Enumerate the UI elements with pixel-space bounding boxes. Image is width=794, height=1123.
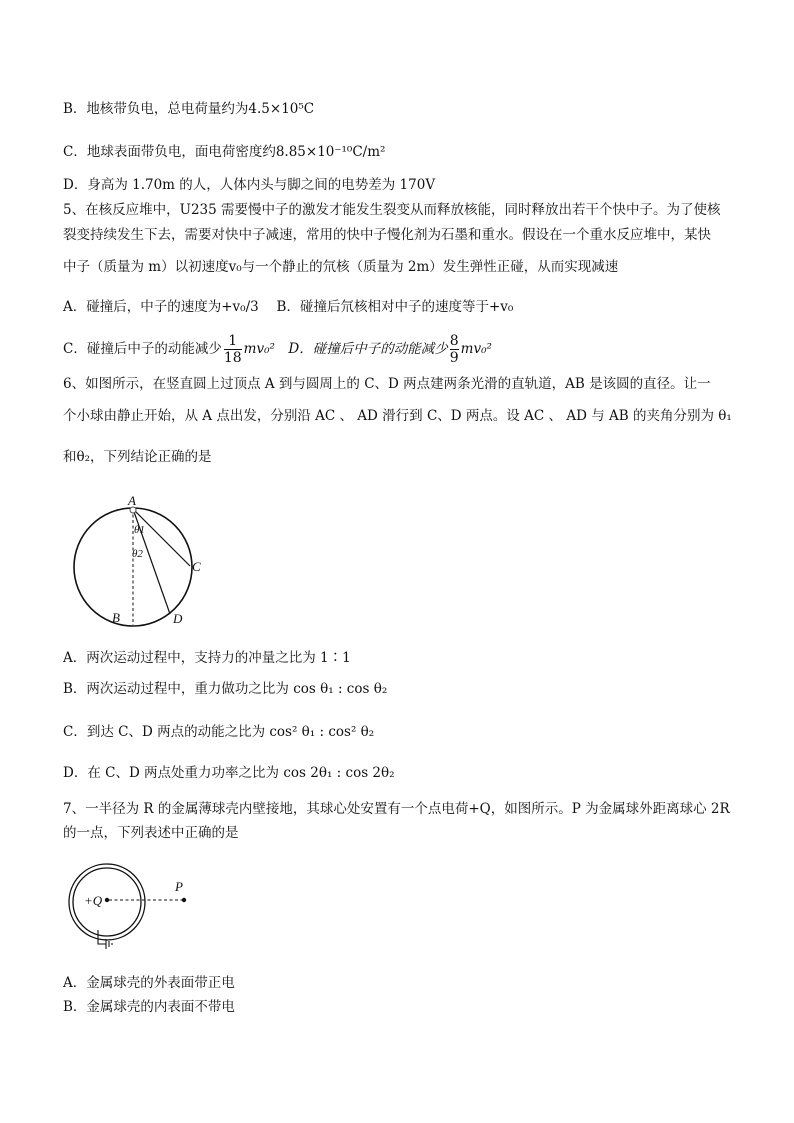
q5-stem-line1: 5、在核反应堆中，U235 需要慢中子的激发才能发生裂变从而释放核能，同时释放出若干个快中子。为了使核 — [63, 202, 721, 218]
q5-fraction-c — [224, 333, 242, 366]
q7-option-a: A．金属球壳的外表面带正电 — [63, 975, 235, 991]
q5-option-c-suffix: mv₀² D．碰撞后中子的动能减少 — [243, 341, 448, 357]
q5-fraction-c-num: 1 — [224, 333, 242, 350]
q7-stem-line1: 7、一半径为 R 的金属薄球壳内壁接地，其球心处安置有一个点电荷+Q，如图所示。P 为金属球外距离球心 2R — [63, 801, 730, 817]
label-a: A — [128, 493, 136, 508]
q6-option-a: A．两次运动过程中，支持力的冲量之比为 1∶1 — [63, 650, 351, 666]
label-theta2: θ2 — [132, 548, 143, 560]
label-c: C — [192, 559, 201, 574]
label-theta1: θ1 — [134, 524, 145, 536]
q6-option-b: B．两次运动过程中，重力做功之比为 cos θ₁ : cos θ₂ — [63, 681, 388, 697]
q5-stem-line3: 中子（质量为 m）以初速度v₀与一个静止的氘核（质量为 2m）发生弹性正碰，从而实现减速 — [63, 259, 619, 275]
q7-option-b: B．金属球壳的内表面不带电 — [63, 999, 235, 1015]
q5-options-ab: A．碰撞后，中子的速度为+v₀/3 B．碰撞后氘核相对中子的速度等于+v₀ — [63, 299, 514, 315]
q5-options-cd — [63, 331, 492, 367]
label-b: B — [112, 610, 120, 625]
label-p: P — [175, 879, 183, 894]
option-d-q4: D．身高为 1.70m 的人，人体内头与脚之间的电势差为 170V — [63, 177, 436, 193]
q5-stem-line2: 裂变持续发生下去，需要对快中子减速，常用的快中子慢化剂为石墨和重水。假设在一个重水反应堆中，某快 — [63, 227, 711, 243]
q6-option-c: C．到达 C、D 两点的动能之比为 cos² θ₁ : cos² θ₂ — [63, 724, 375, 740]
label-d: D — [173, 611, 183, 626]
option-b-q4: B．地核带负电，总电荷量约为4.5×10⁵C — [63, 101, 315, 117]
q6-stem-line2: 个小球由静止开始，从 A 点出发，分别沿 AC 、 AD 滑行到 C、D 两点。设 AC 、 AD 与 AB 的夹角分别为 θ₁ — [63, 408, 732, 424]
q6-circle-diagram — [62, 492, 212, 632]
q5-fraction-d-num: 8 — [449, 333, 459, 349]
q5-fraction-d — [450, 333, 459, 366]
q5-fraction-d-den: 9 — [449, 350, 459, 366]
q6-stem-line3: 和θ₂，下列结论正确的是 — [63, 449, 212, 465]
charge-point — [105, 898, 109, 902]
q6-option-d: D．在 C、D 两点处重力功率之比为 cos 2θ₁ : cos 2θ₂ — [63, 765, 395, 781]
q7-stem-line2: 的一点，下列表述中正确的是 — [63, 825, 239, 841]
option-c-q4: C．地球表面带负电，面电荷密度约8.85×10⁻¹⁰C/m² — [63, 144, 386, 160]
point-p — [182, 898, 186, 902]
q7-sphere-diagram — [62, 860, 197, 955]
q5-fraction-c-den: 18 — [223, 350, 242, 366]
q5-option-c-prefix: C．碰撞后中子的动能减少 — [63, 341, 222, 357]
q5-option-d-suffix: mv₀² — [460, 341, 492, 357]
label-q: +Q — [84, 893, 103, 908]
q6-stem-line1: 6、如图所示，在竖直圆上过顶点 A 到与圆周上的 C、D 两点建两条光滑的直轨道，AB 是该圆的直径。让一 — [63, 376, 711, 392]
ground-wire — [98, 930, 106, 944]
